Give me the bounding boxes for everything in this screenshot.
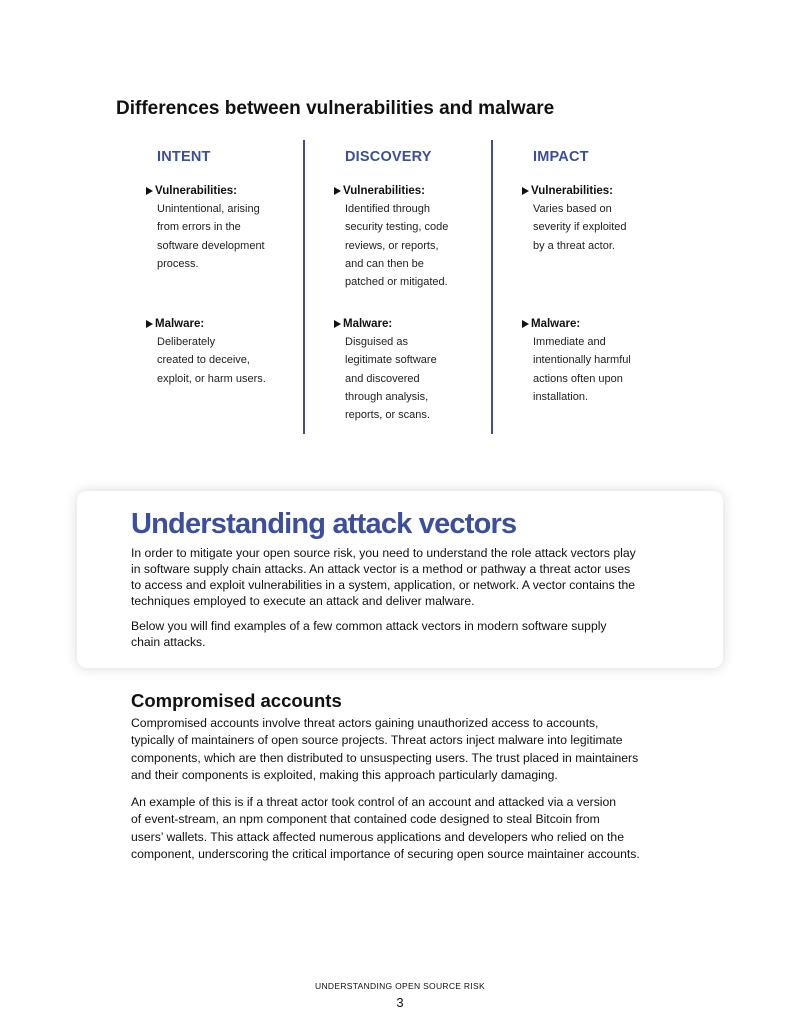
malware-entry <box>522 315 677 406</box>
triangle-bullet-icon <box>522 187 529 195</box>
entry-label: Malware: <box>531 318 581 330</box>
entry-text: Disguised as legitimate software and discovered through analysis, reports, or scans. <box>345 336 437 422</box>
triangle-bullet-icon <box>522 320 529 328</box>
entry-text: Varies based on severity if exploited by a threat actor. <box>533 203 627 252</box>
column-divider <box>491 140 493 434</box>
compromised-accounts-title: Compromised accounts <box>131 690 342 711</box>
triangle-bullet-icon <box>334 187 341 195</box>
card-title: Understanding attack vectors <box>131 508 517 540</box>
entry-text: Deliberately created to deceive, exploit, or harm users. <box>157 336 266 385</box>
column-divider <box>303 140 305 434</box>
column-discovery <box>334 140 484 422</box>
section-title: Differences between vulnerabilities and malware <box>116 98 555 119</box>
entry-label: Vulnerabilities: <box>531 185 614 197</box>
vulnerabilities-entry <box>334 182 489 291</box>
malware-entry <box>334 315 489 424</box>
vulnerabilities-entry <box>522 182 677 255</box>
attack-vectors-card <box>77 491 723 668</box>
entry-label: Vulnerabilities: <box>343 185 426 197</box>
malware-entry <box>146 315 301 388</box>
body-paragraph: Compromised accounts involve threat actors gaining unauthorized access to accounts, typically of maintainers of open source projects. Threat actors inject malware into legitimate components, which are then distributed to unsuspecting users. The trust placed in maintainers and their components is exploited, making this approach particularly damaging. <box>131 716 639 782</box>
page-number: 3 <box>396 995 404 1010</box>
vulnerabilities-entry <box>146 182 301 273</box>
column-heading: INTENT <box>157 149 211 165</box>
column-heading: DISCOVERY <box>345 149 432 165</box>
comparison-columns <box>146 140 666 434</box>
entry-label: Vulnerabilities: <box>155 185 238 197</box>
card-paragraph: Below you will find examples of a few common attack vectors in modern software supply chain attacks. <box>131 619 607 649</box>
body-paragraph: An example of this is if a threat actor took control of an account and attacked via a version of event-stream, an npm component that contained code designed to steal Bitcoin from users’ wallets. This attack affected numerous applications and developers who relied on the component, underscoring the critical importance of securing open source maintainer accounts. <box>131 795 640 861</box>
triangle-bullet-icon <box>146 320 153 328</box>
column-intent <box>146 140 296 385</box>
entry-label: Malware: <box>155 318 205 330</box>
entry-text: Unintentional, arising from errors in the software development process. <box>157 203 265 270</box>
triangle-bullet-icon <box>334 320 341 328</box>
footer-label: UNDERSTANDING OPEN SOURCE RISK <box>315 981 485 991</box>
column-heading: IMPACT <box>533 149 589 165</box>
triangle-bullet-icon <box>146 187 153 195</box>
column-impact <box>522 140 672 403</box>
entry-text: Immediate and intentionally harmful actions often upon installation. <box>533 336 631 403</box>
entry-label: Malware: <box>343 318 393 330</box>
entry-text: Identified through security testing, code reviews, or reports, and can then be patched or mitigated. <box>345 203 449 289</box>
card-paragraph: In order to mitigate your open source risk, you need to understand the role attack vectors play in software supply chain attacks. An attack vector is a method or pathway a threat actor uses to access and exploit vulnerabilities in a system, application, or network. A vector contains the techniques employed to execute an attack and deliver malware. <box>131 546 636 608</box>
